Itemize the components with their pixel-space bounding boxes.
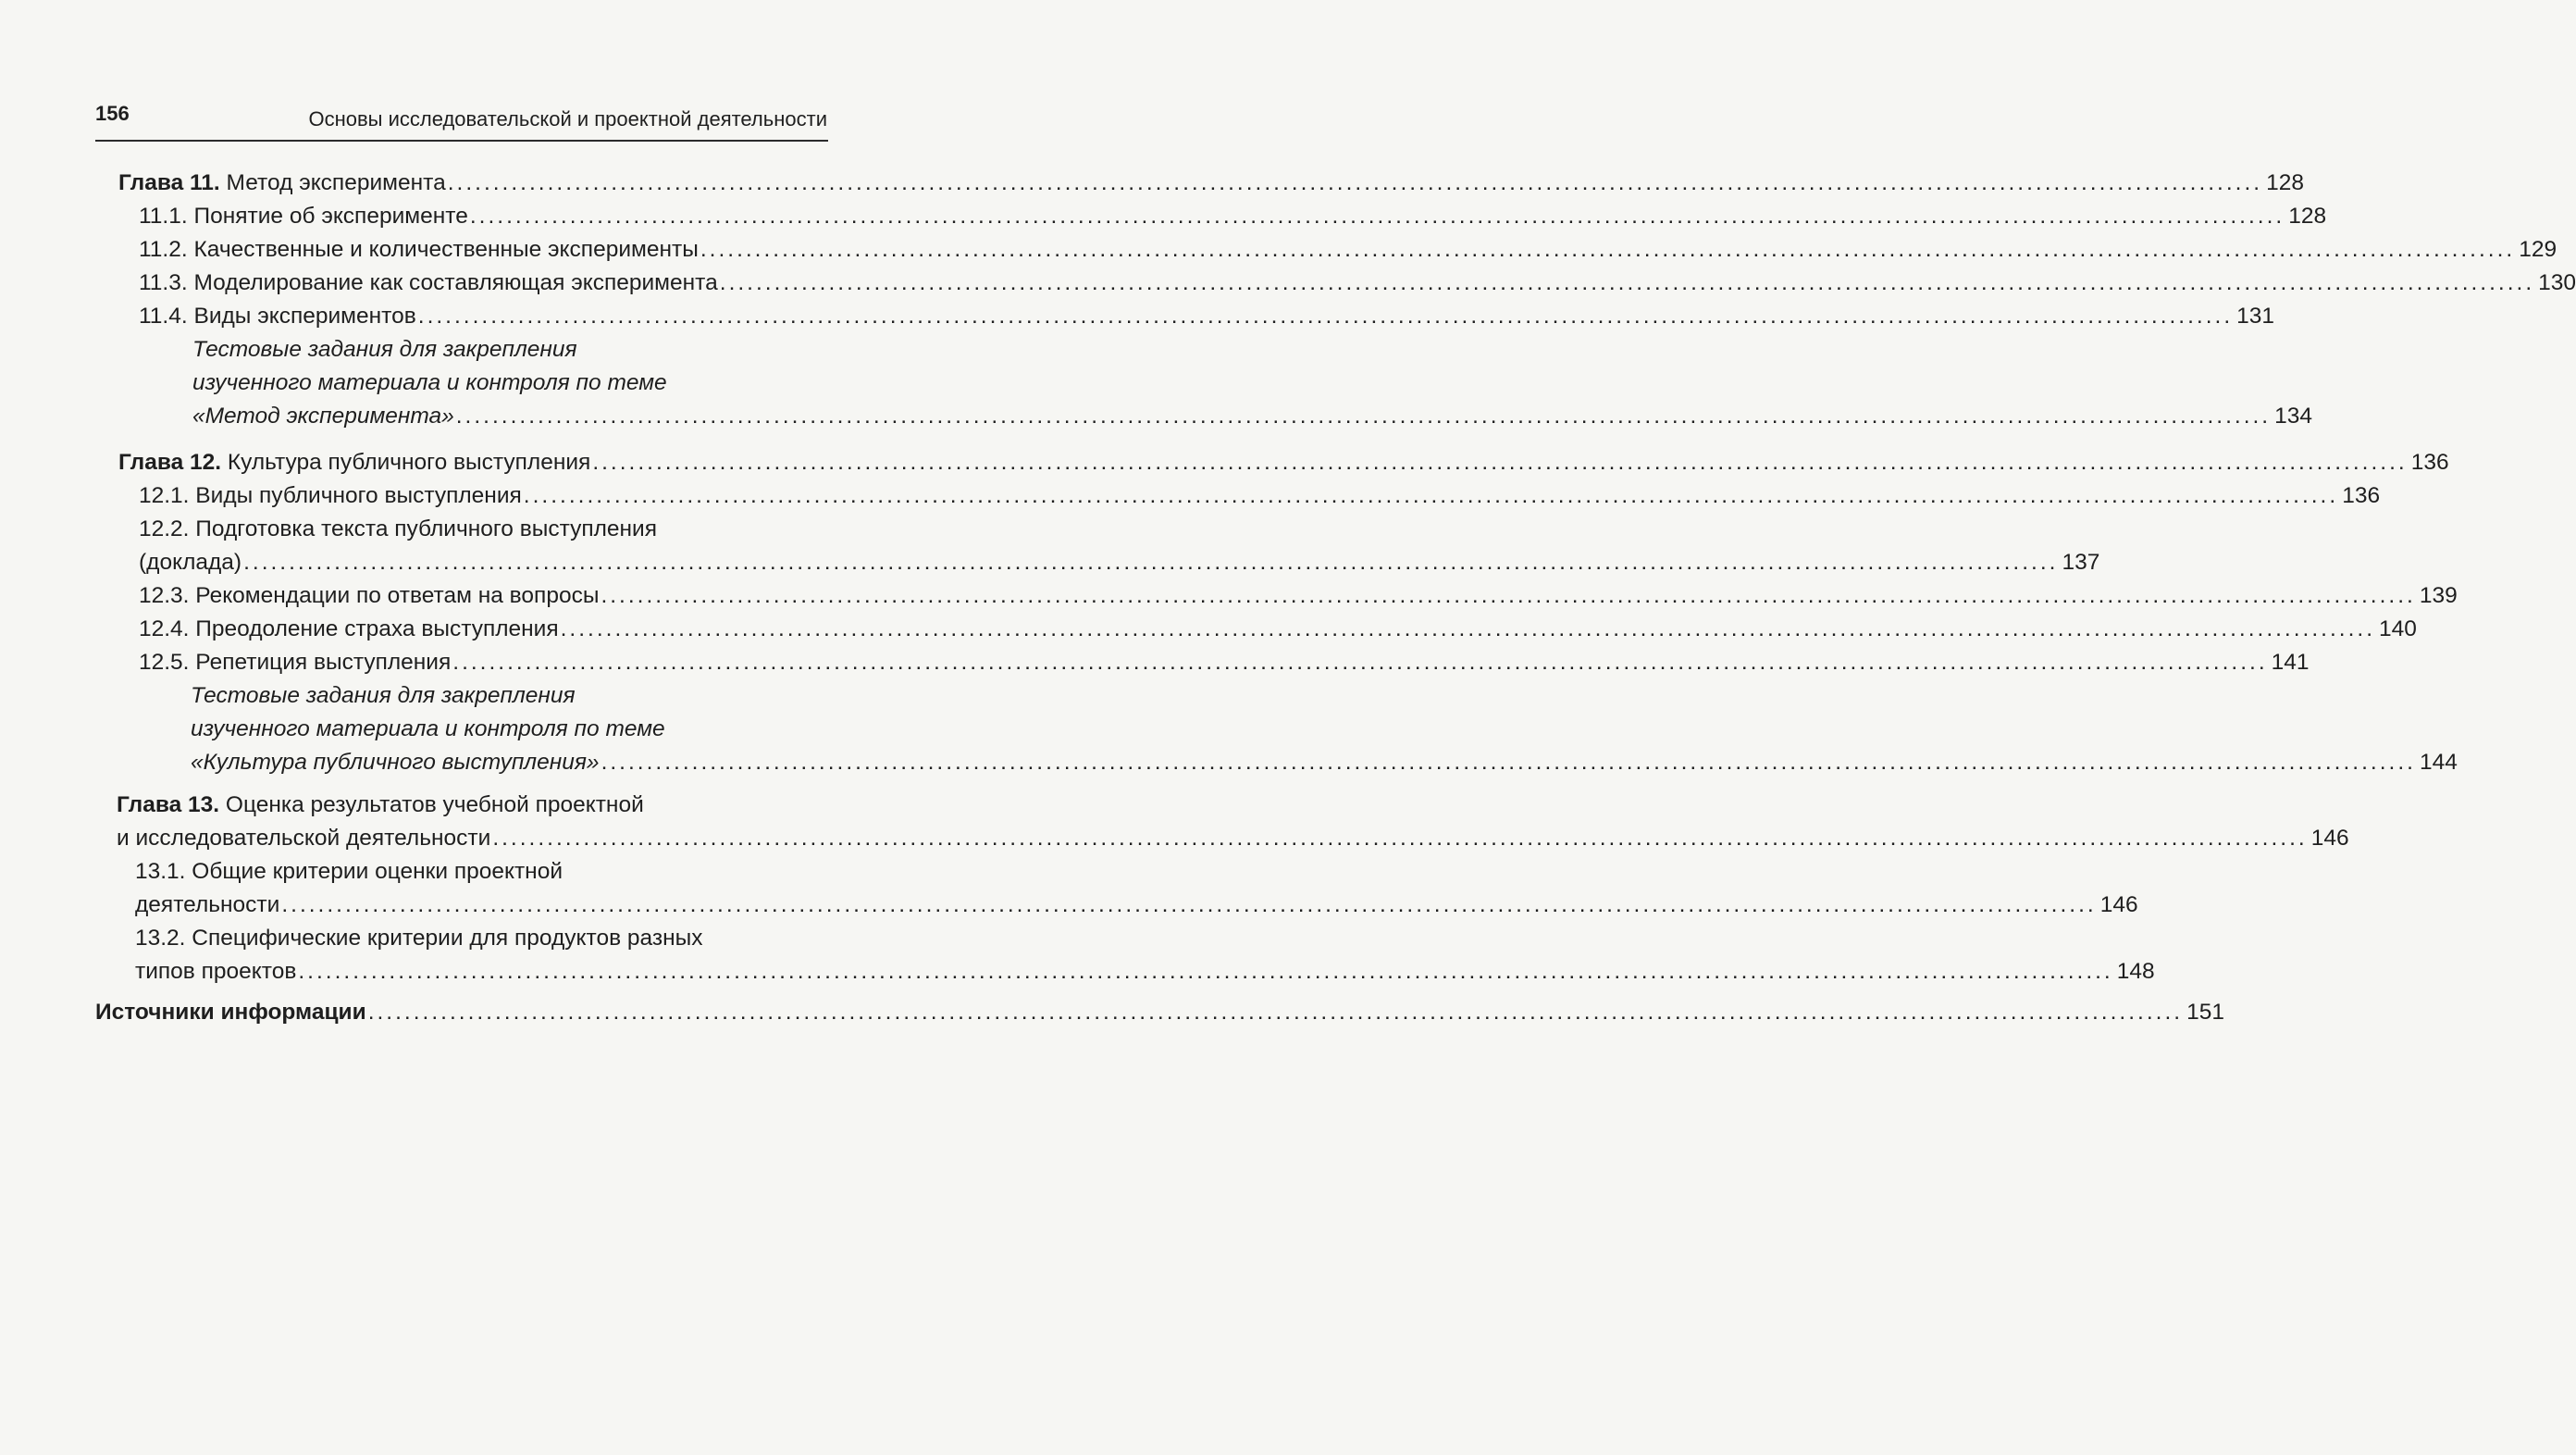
page-ref: 128 (2288, 204, 2327, 229)
leader-dots: ........................................................................................................................................................................................................ (455, 404, 2272, 429)
toc-section-12-5 (139, 646, 2310, 679)
toc-section-11-1 (139, 200, 2327, 233)
toc-section-12-2-line2 (139, 546, 2100, 579)
toc-section-12-2-line1: 12.2. Подготовка текста публичного выступления (139, 516, 657, 541)
toc-chapter-11 (118, 167, 2304, 200)
toc-test-11-line3 (192, 400, 2313, 433)
page-ref: 128 (2266, 170, 2304, 195)
toc-test-12-line3 (191, 746, 2458, 779)
section-title-cont: деятельности (135, 892, 280, 917)
toc-section-11-3 (139, 267, 2576, 300)
toc-test-11-line2: изученного материала и контроля по теме (192, 370, 667, 395)
page-ref: 146 (2099, 892, 2138, 917)
toc-test-11-line1: Тестовые задания для закрепления (192, 337, 577, 362)
leader-dots: ........................................................................................................................................................................................................ (447, 170, 2263, 195)
section-title: 12.4. Преодоление страха выступления (139, 616, 559, 641)
page-number: 156 (95, 102, 130, 125)
toc-section-11-4 (139, 300, 2275, 333)
chapter-label: Глава 11. (118, 170, 220, 195)
page-ref: 140 (2379, 616, 2417, 641)
leader-dots: ........................................................................................................................................................................................................ (452, 650, 2268, 675)
leader-dots: ........................................................................................................................................................................................................ (417, 304, 2234, 329)
toc-test-12-line2: изученного материала и контроля по теме (191, 716, 665, 741)
toc-section-12-1 (139, 479, 2381, 513)
page-ref: 131 (2236, 304, 2275, 329)
page-ref: 137 (2062, 550, 2100, 575)
leader-dots: ........................................................................................................................................................................................................ (469, 204, 2285, 229)
section-title: 12.3. Рекомендации по ответам на вопросы (139, 583, 600, 608)
page-ref: 141 (2271, 650, 2310, 675)
chapter-title: Культура публичного выступления (221, 450, 591, 475)
toc-section-13-2-line2 (135, 955, 2155, 989)
leader-dots: ........................................................................................................................................................................................................ (523, 483, 2339, 508)
leader-dots: ........................................................................................................................................................................................................ (601, 583, 2416, 608)
leader-dots: ........................................................................................................................................................................................................ (367, 1000, 2184, 1025)
toc-section-11-2 (139, 233, 2557, 267)
leader-dots: ........................................................................................................................................................................................................ (298, 959, 2113, 984)
section-title: 11.3. Моделирование как составляющая эксперимента (139, 270, 718, 295)
test-title: «Культура публичного выступления» (191, 750, 600, 775)
header-rule (95, 140, 828, 142)
sources-title: Источники информации (95, 1000, 366, 1025)
toc-chapter-12 (118, 446, 2449, 479)
toc-chapter-13-line2 (117, 822, 2349, 855)
section-title: 12.5. Репетиция выступления (139, 650, 452, 675)
leader-dots: ........................................................................................................................................................................................................ (492, 826, 2308, 851)
page-ref: 146 (2310, 826, 2349, 851)
leader-dots: ........................................................................................................................................................................................................ (601, 750, 2416, 775)
toc-section-13-1-line1: 13.1. Общие критерии оценки проектной (135, 859, 564, 884)
toc-test-12-line1: Тестовые задания для закрепления (191, 683, 576, 708)
chapter-title: Метод эксперимента (219, 170, 446, 195)
test-title: «Метод эксперимента» (192, 404, 454, 429)
running-title: Основы исследовательской и проектной деятельности (308, 107, 827, 131)
toc-section-13-2-line1: 13.2. Специфические критерии для продуктов разных (135, 926, 703, 951)
page-ref: 144 (2419, 750, 2458, 775)
section-title: 11.4. Виды экспериментов (139, 304, 416, 329)
page-ref: 139 (2419, 583, 2458, 608)
section-title: 11.2. Качественные и количественные эксперименты (139, 237, 699, 262)
page-ref: 129 (2519, 237, 2557, 262)
page-ref: 151 (2186, 1000, 2224, 1025)
section-title: 12.1. Виды публичного выступления (139, 483, 522, 508)
toc-sources (95, 996, 2224, 1029)
toc-section-13-1-line2 (135, 889, 2138, 922)
chapter-label: Глава 13. (117, 792, 220, 817)
page-ref: 136 (2410, 450, 2449, 475)
toc-chapter-13-line1 (117, 789, 644, 822)
leader-dots: ........................................................................................................................................................................................................ (560, 616, 2376, 641)
section-title-cont: типов проектов (135, 959, 297, 984)
section-title-cont: (доклада) (139, 550, 242, 575)
leader-dots: ........................................................................................................................................................................................................ (592, 450, 2408, 475)
chapter-title-cont: и исследовательской деятельности (117, 826, 491, 851)
leader-dots: ........................................................................................................................................................................................................ (281, 892, 2097, 917)
chapter-label: Глава 12. (118, 450, 222, 475)
leader-dots: ........................................................................................................................................................................................................ (700, 237, 2516, 262)
leader-dots: ........................................................................................................................................................................................................ (719, 270, 2535, 295)
page-ref: 134 (2274, 404, 2313, 429)
leader-dots: ........................................................................................................................................................................................................ (243, 550, 2059, 575)
section-title: 11.1. Понятие об эксперименте (139, 204, 468, 229)
page-ref: 130 (2538, 270, 2576, 295)
page-ref: 148 (2116, 959, 2155, 984)
toc-section-12-3 (139, 579, 2458, 613)
chapter-title: Оценка результатов учебной проектной (219, 792, 644, 817)
page-ref: 136 (2342, 483, 2381, 508)
toc-section-12-4 (139, 613, 2417, 646)
